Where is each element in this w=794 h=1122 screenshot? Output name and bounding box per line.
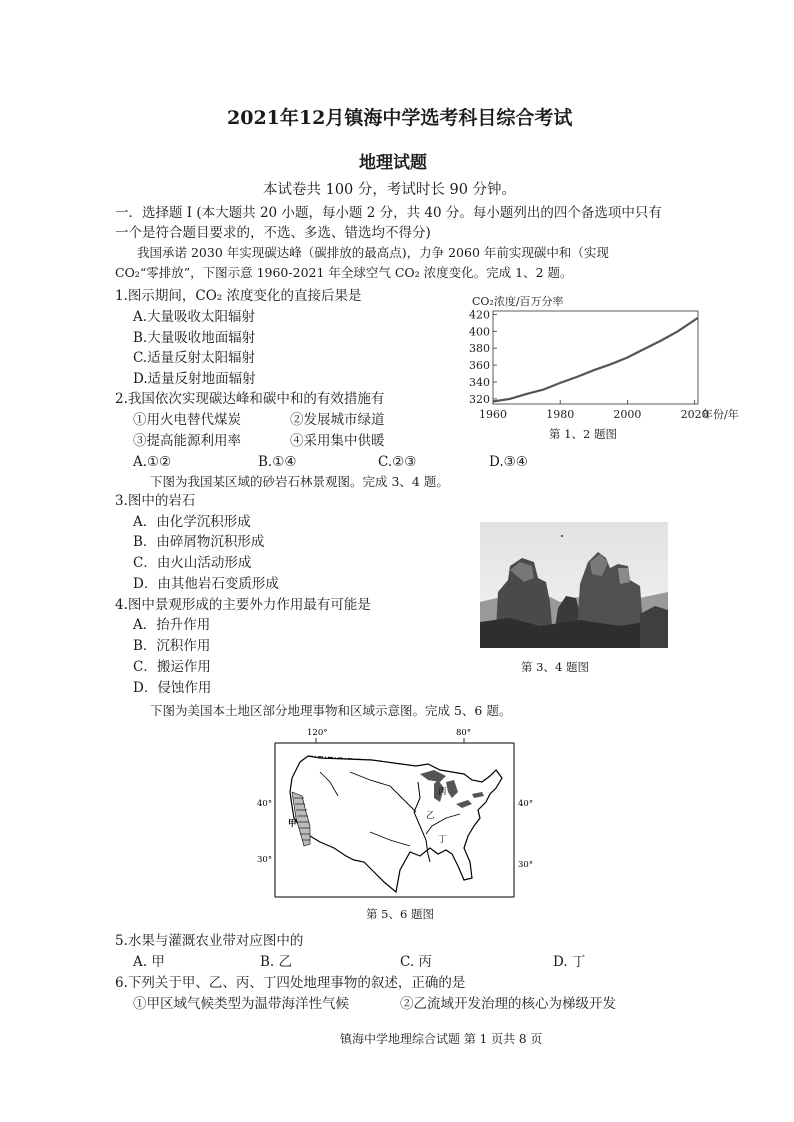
map-caption: 第 5、6 题图 — [366, 907, 434, 921]
map-label-ding: 丁 — [438, 835, 447, 845]
q1-stem: 1.图示期间，CO₂ 浓度变化的直接后果是 — [115, 288, 362, 304]
usa-outline — [290, 756, 502, 892]
chart-x-axis-label: 年份/年 — [702, 408, 739, 421]
photo-caption: 第 3、4 题图 — [521, 660, 589, 674]
chart-y-axis-label: CO₂浓度/百万分率 — [472, 295, 564, 308]
q5-option-d[interactable]: D. 丁 — [553, 954, 586, 970]
chart-x-tick-label: 2000 — [613, 408, 642, 421]
chart-caption: 第 1、2 题图 — [549, 427, 617, 441]
chart-y-tick-label: 340 — [469, 376, 490, 390]
chart-y-tick-label: 360 — [469, 359, 490, 373]
q3-option-c[interactable]: C．由火山活动形成 — [133, 555, 252, 571]
map-label-yi: 乙 — [426, 811, 435, 821]
q3-option-a[interactable]: A．由化学沉积形成 — [133, 514, 251, 530]
q2-option-b[interactable]: B.①④ — [258, 454, 297, 470]
q1-option-b[interactable]: B.大量吸收地面辐射 — [133, 330, 256, 346]
section-instruction-line1: 一．选择题 I (本大题共 20 小题，每小题 2 分，共 40 分。每小题列出的四个备选项中只有 — [115, 205, 662, 221]
map-lon-120: 120° — [307, 728, 328, 738]
q1-option-c[interactable]: C.适量反射太阳辐射 — [133, 350, 256, 366]
q12-intro-line1: 我国承诺 2030 年实现碳达峰（碳排放的最高点)，力争 2060 年前实现碳中和（实现 — [137, 245, 609, 260]
chart-x-tick-label: 1980 — [546, 408, 575, 421]
chart-y-tick-label: 420 — [469, 308, 490, 322]
q1-option-d[interactable]: D.适量反射地面辐射 — [133, 371, 256, 387]
q5-option-b[interactable]: B. 乙 — [260, 954, 293, 970]
exam-info: 本试卷共 100 分，考试时长 90 分钟。 — [263, 182, 517, 198]
map-label-jia: 甲 — [288, 819, 297, 829]
map-lat-left-40: 40° — [257, 799, 273, 809]
q2-item-4: ④采用集中供暖 — [290, 433, 385, 449]
chart-plot-frame — [493, 311, 698, 404]
section-instruction-line2: 一个是符合题目要求的，不选、多选、错选均不得分) — [115, 225, 431, 241]
q3-option-d[interactable]: D．由其他岩石变质形成 — [133, 576, 279, 592]
exam-title: 2021年12月镇海中学选考科目综合考试 — [227, 107, 573, 129]
chart-y-tick-label: 400 — [469, 325, 490, 339]
subject-title: 地理试题 — [359, 153, 427, 173]
q2-item-2: ②发展城市绿道 — [290, 412, 385, 428]
q3-stem: 3.图中的岩石 — [115, 493, 196, 509]
usa-map — [250, 722, 550, 912]
q6-item-2: ②乙流域开发治理的核心为梯级开发 — [400, 996, 616, 1012]
q2-item-1: ①用火电替代煤炭 — [133, 412, 241, 428]
q2-option-d[interactable]: D.③④ — [489, 454, 528, 470]
q4-option-c[interactable]: C．搬运作用 — [133, 659, 211, 675]
q3-option-b[interactable]: B．由碎屑物沉积形成 — [133, 534, 265, 550]
q12-intro-line2: CO₂“零排放”，下图示意 1960-2021 年全球空气 CO₂ 浓度变化。完成 1、2 题。 — [115, 265, 573, 280]
q5-stem: 5.水果与灌溉农业带对应图中的 — [115, 933, 304, 949]
chart-y-tick-label: 380 — [469, 342, 490, 356]
q34-intro: 下图为我国某区域的砂岩石林景观图。完成 3、4 题。 — [150, 474, 449, 489]
sandstone-forest-photo — [480, 522, 668, 648]
q2-option-a[interactable]: A.①② — [133, 454, 172, 470]
q6-item-1: ①甲区域气候类型为温带海洋性气候 — [133, 996, 349, 1012]
q6-stem: 6.下列关于甲、乙、丙、丁四处地理事物的叙述，正确的是 — [115, 975, 466, 991]
q5-option-c[interactable]: C. 丙 — [400, 954, 432, 970]
map-label-bing: 丙 — [438, 787, 447, 797]
q4-option-d[interactable]: D．侵蚀作用 — [133, 680, 212, 696]
q4-stem: 4.图中景观形成的主要外力作用最有可能是 — [115, 597, 371, 613]
q4-option-a[interactable]: A．抬升作用 — [133, 617, 211, 633]
co2-concentration-chart — [462, 290, 739, 440]
map-lat-left-30: 30° — [257, 855, 273, 865]
q2-option-c[interactable]: C.②③ — [378, 454, 417, 470]
q4-option-b[interactable]: B．沉积作用 — [133, 638, 211, 654]
q2-stem: 2.我国依次实现碳达峰和碳中和的有效措施有 — [115, 391, 385, 407]
chart-x-tick-label: 1960 — [479, 408, 507, 421]
co2-series-line — [493, 318, 698, 402]
q2-item-3: ③提高能源利用率 — [133, 433, 241, 449]
chart-y-tick-label: 320 — [469, 392, 490, 406]
map-lat-right-40: 40° — [518, 799, 534, 809]
page-footer: 镇海中学地理综合试题 第 1 页共 8 页 — [340, 1032, 543, 1046]
map-lon-80: 80° — [456, 728, 472, 738]
q1-option-a[interactable]: A.大量吸收太阳辐射 — [133, 309, 256, 325]
map-lat-right-30: 30° — [518, 860, 534, 870]
chart-x-tick-label: 2020 — [680, 408, 709, 421]
q56-intro: 下图为美国本土地区部分地理事物和区域示意图。完成 5、6 题。 — [150, 703, 512, 718]
q5-option-a[interactable]: A. 甲 — [133, 954, 165, 970]
